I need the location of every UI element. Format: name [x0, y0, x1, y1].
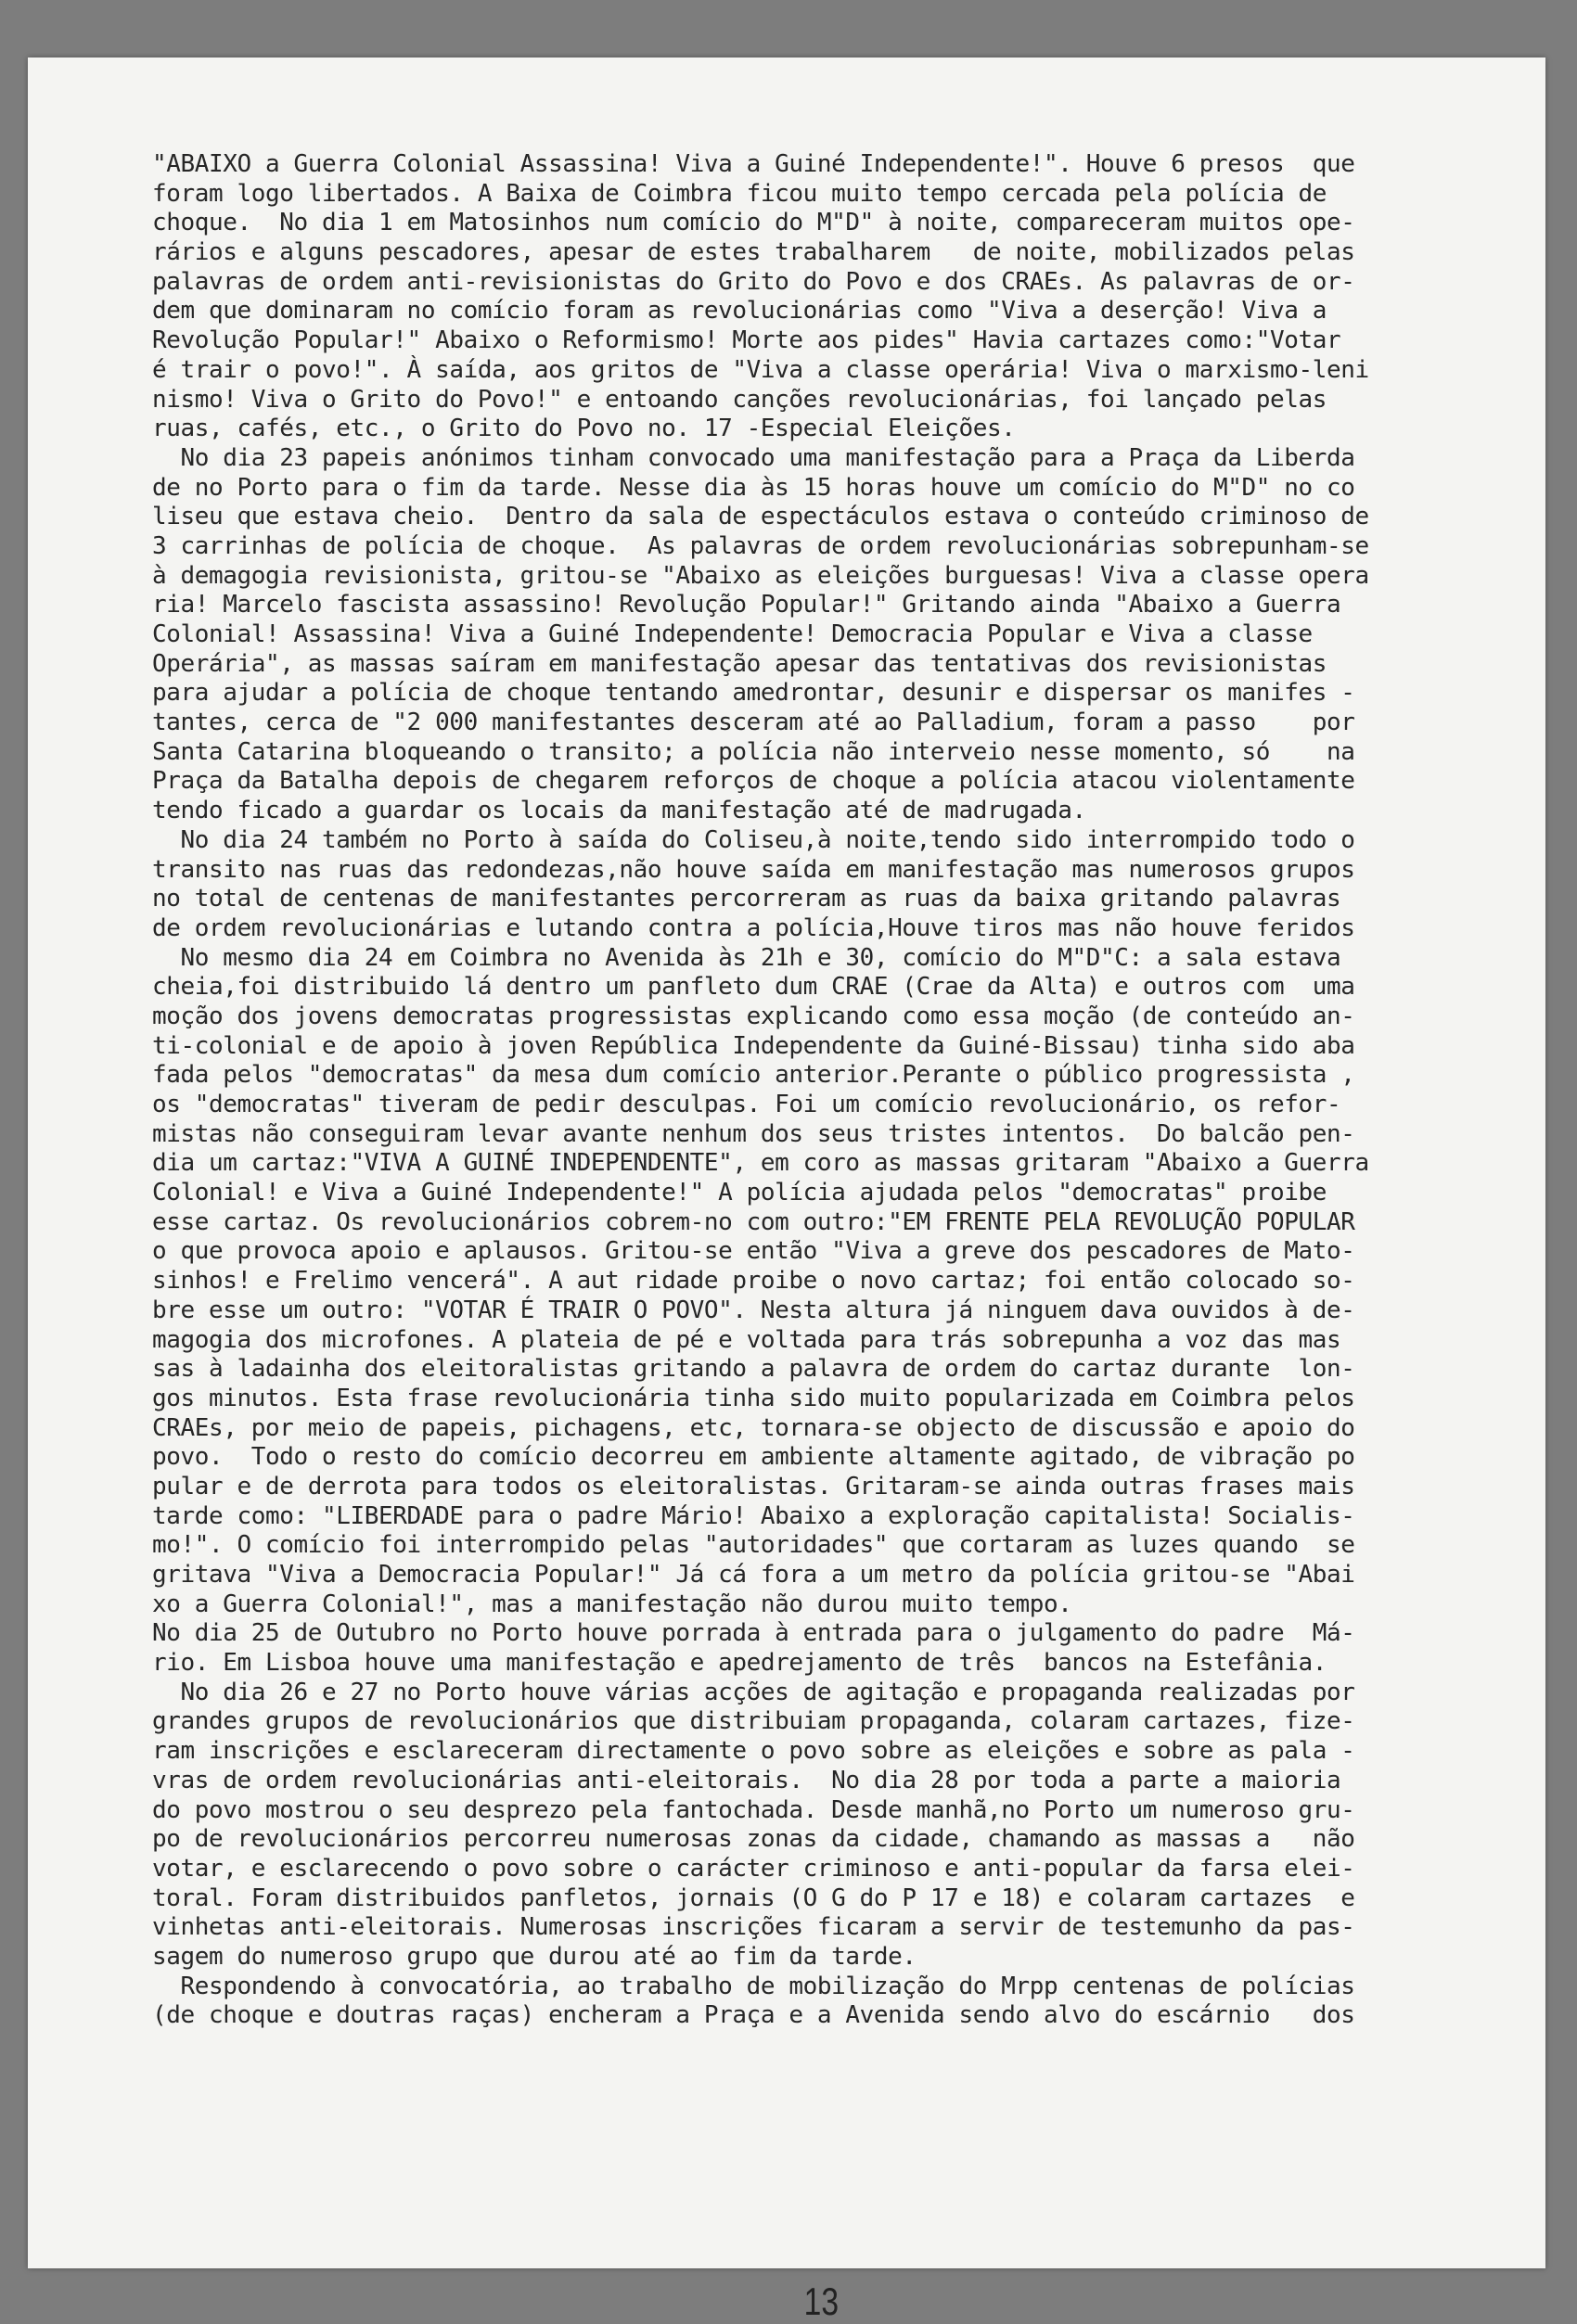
text-line: bre esse um outro: "VOTAR É TRAIR O POVO". Nesta altura já ninguem dava ouvidos à de- — [152, 1296, 1355, 1324]
text-line: No mesmo dia 24 em Coimbra no Avenida às 21h e 30, comício do M"D"C: a sala estava — [152, 943, 1341, 972]
document-page — [28, 57, 1545, 2323]
text-line: Praça da Batalha depois de chegarem reforços de choque a polícia atacou violentamente — [152, 767, 1355, 796]
text-line: xo a Guerra Colonial!", mas a manifestação não durou muito tempo. — [152, 1590, 1072, 1618]
text-line: No dia 26 e 27 no Porto houve várias acções de agitação e propaganda realizadas por — [152, 1678, 1355, 1706]
text-line: povo. Todo o resto do comício decorreu em ambiente altamente agitado, de vibração po — [152, 1443, 1355, 1472]
text-line: vras de ordem revolucionárias anti-eleitorais. No dia 28 por toda a parte a maioria — [152, 1766, 1341, 1794]
text-line: (de choque e doutras raças) encheram a Praça e a Avenida sendo alvo do escárnio dos — [152, 2001, 1355, 2030]
text-line: rio. Em Lisboa houve uma manifestação e apedrejamento de três bancos na Estefânia. — [152, 1649, 1327, 1678]
text-line: ruas, cafés, etc., o Grito do Povo no. 17 -Especial Eleições. — [152, 415, 1016, 443]
text-line: tarde como: "LIBERDADE para o padre Mário! Abaixo a exploração capitalista! Socialis- — [152, 1501, 1355, 1530]
text-line: vinhetas anti-eleitorais. Numerosas inscrições ficaram a servir de testemunho da pas- — [152, 1913, 1355, 1942]
text-line: é trair o povo!". À saída, aos gritos de "Viva a classe operária! Viva o marxismo-leni — [152, 355, 1369, 384]
text-line: à demagogia revisionista, gritou-se "Abaixo as eleições burguesas! Viva a classe opera — [152, 561, 1369, 590]
text-line: Respondendo à convocatória, ao trabalho de mobilização do Mrpp centenas de polícias — [152, 1972, 1355, 2000]
text-line: sas à ladainha dos eleitoralistas gritando a palavra de ordem do cartaz durante lon- — [152, 1355, 1355, 1384]
text-line: votar, e esclarecendo o povo sobre o carácter criminoso e anti-popular da farsa elei- — [152, 1854, 1355, 1883]
text-line: para ajudar a polícia de choque tentando amedrontar, desunir e dispersar os manifes - — [152, 679, 1355, 708]
text-line: sagem do numeroso grupo que durou até ao fim da tarde. — [152, 1942, 917, 1971]
text-line: ria! Marcelo fascista assassino! Revolução Popular!" Gritando ainda "Abaixo a Guerra — [152, 591, 1341, 619]
text-line: mo!". O comício foi interrompido pelas "autoridades" que cortaram as luzes quando se — [152, 1531, 1355, 1560]
text-line: gos minutos. Esta frase revolucionária tinha sido muito popularizada em Coimbra pelos — [152, 1384, 1355, 1412]
text-line: os "democratas" tiveram de pedir desculpas. Foi um comício revolucionário, os refor- — [152, 1091, 1341, 1118]
text-line: gritava "Viva a Democracia Popular!" Já cá fora a um metro da polícia gritou-se "Abai — [152, 1561, 1355, 1589]
text-line: liseu que estava cheio. Dentro da sala de espectáculos estava o conteúdo criminoso de — [152, 503, 1369, 531]
text-line: transito nas ruas das redondezas,não houve saída em manifestação mas numerosos grupos — [152, 855, 1355, 884]
text-line: CRAEs, por meio de papeis, pichagens, etc, tornara-se objecto de discussão e apoio do — [152, 1413, 1355, 1442]
text-line: rários e alguns pescadores, apesar de estes trabalharem de noite, mobilizados pelas — [152, 238, 1355, 267]
text-line: Colonial! e Viva a Guiné Independente!" A polícia ajudada pelos "democratas" proibe — [152, 1179, 1327, 1207]
text-line: pular e de derrota para todos os eleitoralistas. Gritaram-se ainda outras frases mais — [152, 1472, 1355, 1500]
text-line: nismo! Viva o Grito do Povo!" e entoando canções revolucionárias, foi lançado pelas — [152, 385, 1327, 414]
text-line: de ordem revolucionárias e lutando contra a polícia,Houve tiros mas não houve feridos — [152, 913, 1355, 942]
page-number: 13 — [803, 2279, 840, 2323]
text-line: po de revolucionários percorreu numerosas zonas da cidade, chamando as massas a não — [152, 1825, 1355, 1854]
document-body — [152, 150, 1506, 2031]
text-line: o que provoca apoio e aplausos. Gritou-se então "Viva a greve dos pescadores de Mato- — [152, 1237, 1355, 1266]
text-line: ti-colonial e de apoio à joven República Independente da Guiné-Bissau) tinha sido aba — [152, 1031, 1355, 1060]
text-line: ram inscrições e esclareceram directamente o povo sobre as eleições e sobre as pala - — [152, 1737, 1355, 1766]
text-line: Revolução Popular!" Abaixo o Reformismo! Morte aos pides" Havia cartazes como:"Votar — [152, 326, 1341, 355]
text-line: moção dos jovens democratas progressistas explicando como essa moção (de conteúdo an- — [152, 1002, 1355, 1030]
text-line: sinhos! e Frelimo vencerá". A aut ridade proibe o novo cartaz; foi então colocado so- — [152, 1267, 1355, 1296]
text-line: cheia,foi distribuido lá dentro um panfleto dum CRAE (Crae da Alta) e outros com uma — [152, 973, 1355, 1002]
text-line: esse cartaz. Os revolucionários cobrem-no com outro:"EM FRENTE PELA REVOLUÇÃO POPULAR — [152, 1207, 1355, 1236]
text-line: 3 carrinhas de polícia de choque. As palavras de ordem revolucionárias sobrepunham-se — [152, 531, 1369, 560]
text-line: "ABAIXO a Guerra Colonial Assassina! Viva a Guiné Independente!". Houve 6 presos que — [152, 150, 1355, 178]
text-line: do povo mostrou o seu desprezo pela fantochada. Desde manhã,no Porto um numeroso gru- — [152, 1795, 1355, 1824]
text-line: de no Porto para o fim da tarde. Nesse dia às 15 horas houve um comício do M"D" no co — [152, 473, 1355, 502]
text-line: magogia dos microfones. A plateia de pé e voltada para trás sobrepunha a voz das mas — [152, 1325, 1341, 1354]
text-line: Colonial! Assassina! Viva a Guiné Independente! Democracia Popular e Viva a classe — [152, 620, 1313, 648]
text-line: fada pelos "democratas" da mesa dum comício anterior.Perante o público progressista , — [152, 1061, 1355, 1090]
text-line: foram logo libertados. A Baixa de Coimbra ficou muito tempo cercada pela polícia de — [152, 179, 1327, 208]
text-line: toral. Foram distribuidos panfletos, jornais (O G do P 17 e 18) e colaram cartazes e — [152, 1883, 1355, 1912]
text-line: No dia 24 também no Porto à saída do Coliseu,à noite,tendo sido interrompido todo o — [152, 825, 1355, 854]
text-line: dem que dominaram no comício foram as revolucionárias como "Viva a deserção! Viva a — [152, 297, 1327, 326]
text-line: Operária", as massas saíram em manifestação apesar das tentativas dos revisionistas — [152, 649, 1327, 678]
text-line: dia um cartaz:"VIVA A GUINÉ INDEPENDENTE", em coro as massas gritaram "Abaixo a Guerra — [152, 1149, 1369, 1178]
text-line: mistas não conseguiram levar avante nenhum dos seus tristes intentos. Do balcão pen- — [152, 1119, 1355, 1148]
text-line: grandes grupos de revolucionários que distribuiam propaganda, colaram cartazes, fize- — [152, 1707, 1355, 1736]
text-line: Santa Catarina bloqueando o transito; a polícia não interveio nesse momento, só na — [152, 737, 1355, 766]
text-line: choque. No dia 1 em Matosinhos num comício do M"D" à noite, compareceram muitos ope- — [152, 209, 1355, 237]
text-line: No dia 25 de Outubro no Porto houve porrada à entrada para o julgamento do padre Má- — [152, 1619, 1355, 1648]
text-line: no total de centenas de manifestantes percorreram as ruas da baixa gritando palavras — [152, 885, 1341, 913]
text-line: palavras de ordem anti-revisionistas do Grito do Povo e dos CRAEs. As palavras de or- — [152, 267, 1355, 296]
text-line: tendo ficado a guardar os locais da manifestação até de madrugada. — [152, 797, 1086, 825]
text-line: tantes, cerca de "2 000 manifestantes desceram até ao Palladium, foram a passo por — [152, 709, 1355, 737]
text-line: No dia 23 papeis anónimos tinham convocado uma manifestação para a Praça da Liberda — [152, 443, 1355, 472]
